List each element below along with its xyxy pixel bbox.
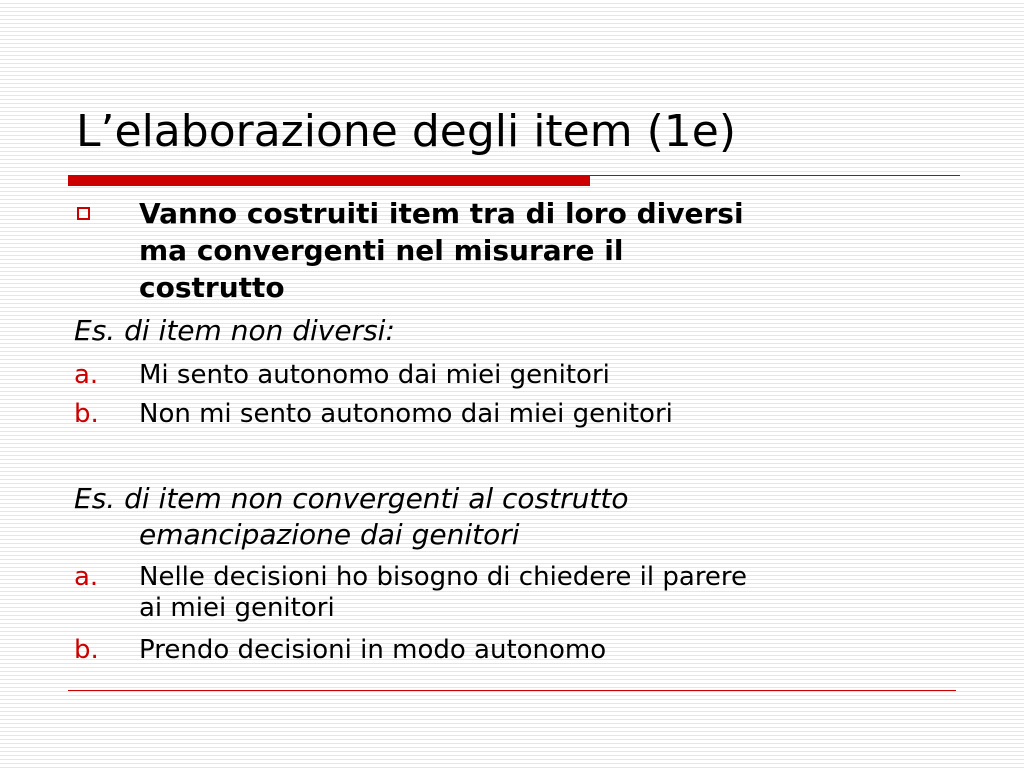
list-item-text: Non mi sento autonomo dai miei genitori xyxy=(139,399,673,429)
list-item-text: Mi sento autonomo dai miei genitori xyxy=(139,360,610,390)
example-2-heading-line-1: Es. di item non convergenti al costrutto xyxy=(74,482,629,515)
title-underline-thick xyxy=(68,175,590,186)
list-letter-a: a. xyxy=(74,360,99,390)
bullet-line-2: ma convergenti nel misurare il xyxy=(139,234,624,267)
list-letter-b: b. xyxy=(74,399,99,429)
title-underline-thin xyxy=(590,175,960,176)
list-letter-b: b. xyxy=(74,635,99,665)
list-item-text-continued: ai miei genitori xyxy=(139,593,335,623)
bullet-line-1: Vanno costruiti item tra di loro diversi xyxy=(139,197,744,230)
list-letter-a: a. xyxy=(74,562,99,592)
example-2-heading-line-2: emancipazione dai genitori xyxy=(139,518,520,551)
list-item-text: Prendo decisioni in modo autonomo xyxy=(139,635,607,665)
slide-title: L’elaborazione degli item (1e) xyxy=(76,106,736,157)
list-item-text: Nelle decisioni ho bisogno di chiedere il parere xyxy=(139,562,748,592)
hollow-square-bullet-icon xyxy=(77,207,90,220)
bullet-line-3: costrutto xyxy=(139,271,285,304)
footer-rule xyxy=(68,690,956,691)
example-1-heading: Es. di item non diversi: xyxy=(74,314,395,347)
